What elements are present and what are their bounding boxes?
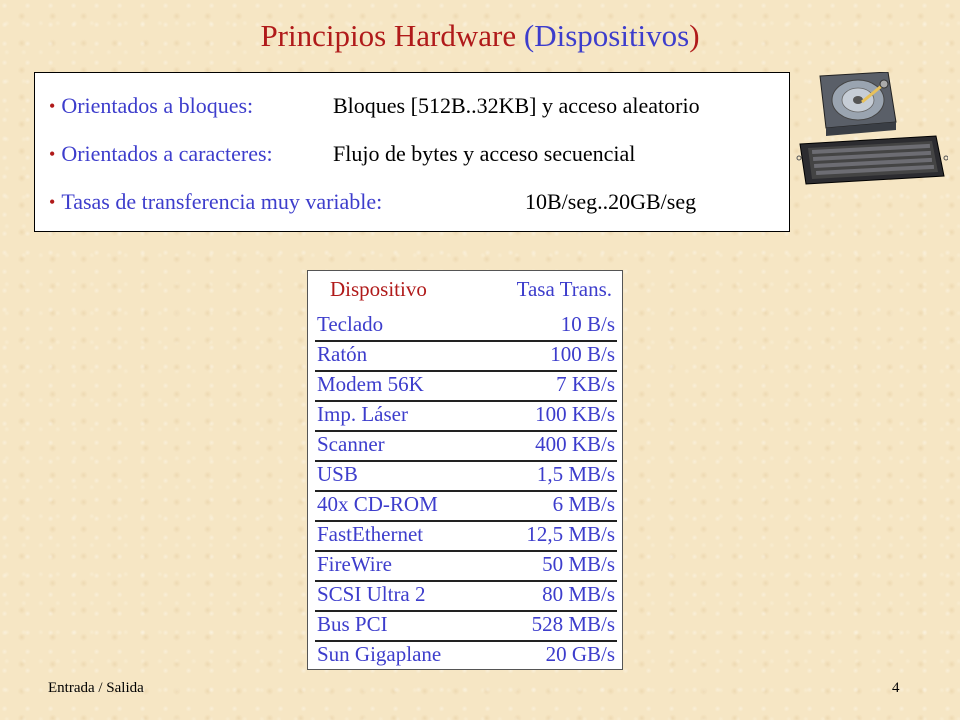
device-rate: 1,5 MB/s: [536, 462, 615, 486]
bullet-label: Orientados a caracteres:: [61, 141, 273, 166]
table-row: [315, 310, 617, 340]
title-part-2: (Dispositivos: [523, 18, 690, 53]
bullet-label: Orientados a bloques:: [61, 93, 254, 118]
device-name: FireWire: [317, 552, 392, 576]
hard-disk-keyboard-icon: [796, 72, 948, 188]
device-rate: 6 MB/s: [552, 492, 615, 516]
device-name: Sun Gigaplane: [317, 642, 442, 666]
device-rate: 528 MB/s: [531, 612, 615, 636]
device-rate: 12,5 MB/s: [526, 522, 615, 546]
device-name: USB: [317, 462, 358, 486]
table-row: [315, 370, 617, 400]
device-rate: 100 B/s: [550, 342, 615, 366]
table-row: [315, 490, 617, 520]
device-rate: 400 KB/s: [535, 432, 615, 456]
bullet-dot-icon: •: [49, 144, 56, 164]
table-row: [315, 460, 617, 490]
slide-title: [0, 18, 960, 54]
page-number: 4: [892, 680, 900, 696]
device-name: Ratón: [317, 342, 368, 366]
device-name: 40x CD-ROM: [317, 492, 438, 516]
table-row: [315, 340, 617, 370]
header-rate: Tasa Trans.: [516, 277, 612, 301]
table-row: [315, 550, 617, 580]
device-name: SCSI Ultra 2: [317, 582, 426, 606]
device-name: Imp. Láser: [317, 402, 408, 426]
hard-disk-icon: [820, 72, 896, 136]
transfer-rate-table: [307, 270, 623, 670]
table-row: [315, 430, 617, 460]
bullet-item-blocks: [49, 93, 700, 119]
device-rate: 20 GB/s: [545, 642, 615, 666]
device-name: Bus PCI: [317, 612, 388, 636]
table-row: [315, 520, 617, 550]
hardware-illustration: [796, 72, 948, 188]
bullet-item-characters: [49, 141, 636, 167]
device-rate: 50 MB/s: [542, 552, 615, 576]
bullet-dot-icon: •: [49, 192, 56, 212]
bullet-value: Bloques [512B..32KB] y acceso aleatorio: [333, 93, 700, 118]
device-rate: 100 KB/s: [535, 402, 615, 426]
footer-section-title: Entrada / Salida: [48, 680, 144, 696]
title-part-3: ): [689, 18, 700, 53]
table-row: [315, 640, 617, 670]
table-header: [308, 275, 622, 305]
bullet-dot-icon: •: [49, 96, 56, 116]
title-part-1: Principios Hardware: [260, 18, 524, 53]
device-rate: 7 KB/s: [556, 372, 615, 396]
table-row: [315, 400, 617, 430]
table-row: [315, 580, 617, 610]
device-name: Teclado: [317, 312, 384, 336]
table-row: [315, 610, 617, 640]
device-rate: 10 B/s: [560, 312, 615, 336]
bullet-label: Tasas de transferencia muy variable:: [61, 189, 383, 214]
bullet-item-transfer-rates: [49, 189, 697, 215]
header-device: Dispositivo: [330, 277, 427, 301]
bullet-value: 10B/seg..20GB/seg: [525, 189, 697, 214]
device-rate: 80 MB/s: [542, 582, 615, 606]
keyboard-icon: [797, 136, 948, 184]
device-name: FastEthernet: [317, 522, 424, 546]
bullet-box: [34, 72, 790, 232]
bullet-value: Flujo de bytes y acceso secuencial: [333, 141, 636, 166]
device-name: Modem 56K: [317, 372, 424, 396]
device-name: Scanner: [317, 432, 385, 456]
